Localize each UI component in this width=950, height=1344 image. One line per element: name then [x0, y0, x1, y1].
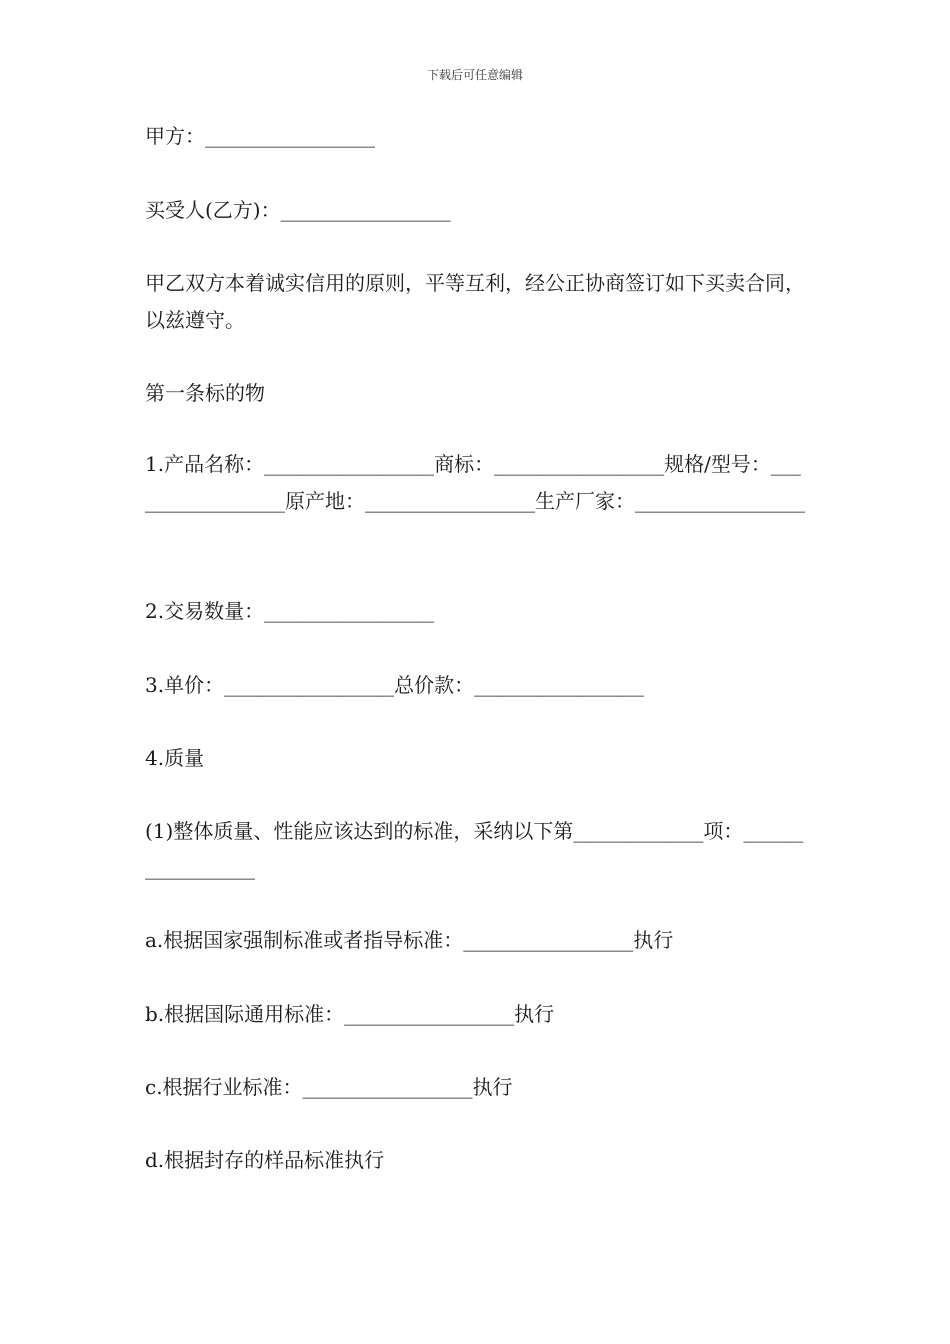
party-a-line: 甲方：_________________ — [145, 124, 375, 148]
intro-paragraph: 甲乙双方本着诚实信用的原则，平等互利，经公正协商签订如下买卖合同，以兹遵守。 — [145, 271, 805, 332]
option-b-line: b.根据国际通用标准：_________________执行 — [145, 1002, 555, 1026]
option-c-line: c.根据行业标准：_________________执行 — [145, 1075, 513, 1099]
quality-standard-paragraph: (1)整体质量、性能应该达到的标准，采纳以下第_____________项：_________________ — [145, 819, 804, 880]
quality-heading: 4.质量 — [145, 746, 205, 770]
option-a-line: a.根据国家强制标准或者指导标准：_________________执行 — [145, 928, 674, 952]
page-header-note: 下载后可任意编辑 — [426, 68, 523, 82]
product-info-paragraph: 1.产品名称：_________________商标：_________________规格/型号：_________________原产地：_________________生产厂家：_________________ — [145, 452, 805, 513]
party-b-line: 买受人(乙方)：_________________ — [145, 198, 451, 222]
quantity-line: 2.交易数量：_________________ — [145, 599, 435, 623]
price-line: 3.单价：_________________总价款：_________________ — [145, 673, 645, 697]
article-1-heading: 第一条标的物 — [145, 381, 265, 405]
option-d-line: d.根据封存的样品标准执行 — [145, 1148, 385, 1172]
